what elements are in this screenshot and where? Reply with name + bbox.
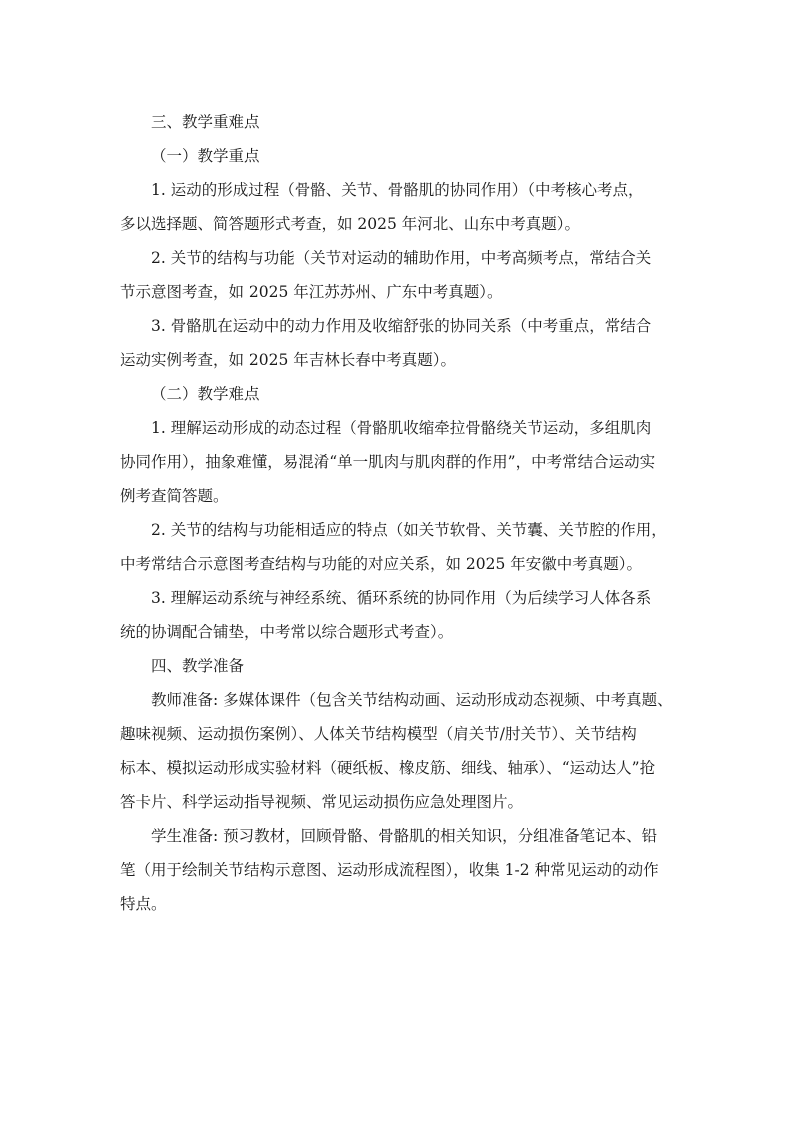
difficult-point-1 [120,411,680,513]
teacher-preparation-line-3: 标本、模拟运动形成实验材料（硬纸板、橡皮筋、细线、轴承）、“运动达人”抢 [120,759,656,777]
key-point-1 [120,173,680,241]
difficult-point-1-line-3: 例考查简答题。 [120,487,229,505]
subsection-heading-key-points: （一）教学重点 [151,147,260,165]
key-point-1-line-2: 多以选择题、简答题形式考查，如 2025 年河北、山东中考真题）。 [120,215,581,233]
key-point-3-line-2: 运动实例考查，如 2025 年吉林长春中考真题）。 [120,351,457,369]
document-body [120,105,680,921]
key-point-1-line-1: 1. 运动的形成过程（骨骼、关节、骨骼肌的协同作用）（中考核心考点， [151,181,644,199]
teacher-preparation [120,683,680,819]
section-heading-key-difficult-points: 三、教学重难点 [151,113,260,131]
difficult-point-3-line-1: 3. 理解运动系统与神经系统、循环系统的协同作用（为后续学习人体各系 [151,589,652,607]
section-heading-teaching-preparation: 四、教学准备 [151,657,245,675]
teacher-preparation-line-4: 答卡片、科学运动指导视频、常见运动损伤应急处理图片。 [120,793,524,811]
difficult-point-1-line-2: 协同作用），抽象难懂，易混淆“单一肌肉与肌肉群的作用”，中考常结合运动实 [120,453,656,471]
student-preparation [120,819,680,921]
difficult-point-3-line-2: 统的协调配合铺垫，中考常以综合题形式考查）。 [120,623,454,641]
difficult-point-2-line-2: 中考常结合示意图考查结构与功能的对应关系，如 2025 年安徽中考真题）。 [120,555,643,573]
student-preparation-line-1: 学生准备: 预习教材，回顾骨骼、骨骼肌的相关知识，分组准备笔记本、铅 [151,827,658,845]
student-preparation-line-2: 笔（用于绘制关节结构示意图、运动形成流程图），收集 1-2 种常见运动的动作 [120,861,659,879]
key-point-2 [120,241,680,309]
subsection-heading-difficult-points: （二）教学难点 [151,385,260,403]
key-point-2-line-1: 2. 关节的结构与功能（关节对运动的辅助作用，中考高频考点，常结合关 [151,249,652,267]
key-point-3 [120,309,680,377]
teacher-preparation-line-1: 教师准备: 多媒体课件（包含关节结构动画、运动形成动态视频、中考真题、 [151,691,673,709]
key-point-2-line-2: 节示意图考查，如 2025 年江苏苏州、广东中考真题）。 [120,283,503,301]
student-preparation-line-3: 特点。 [120,895,167,913]
key-point-3-line-1: 3. 骨骼肌在运动中的动力作用及收缩舒张的协同关系（中考重点，常结合 [151,317,652,335]
difficult-point-1-line-1: 1. 理解运动形成的动态过程（骨骼肌收缩牵拉骨骼绕关节运动，多组肌肉 [151,419,652,437]
difficult-point-2 [120,513,680,581]
teacher-preparation-line-2: 趣味视频、运动损伤案例）、人体关节结构模型（肩关节/肘关节）、关节结构 [120,725,637,743]
difficult-point-3 [120,581,680,649]
difficult-point-2-line-1: 2. 关节的结构与功能相适应的特点（如关节软骨、关节囊、关节腔的作用， [151,521,667,539]
